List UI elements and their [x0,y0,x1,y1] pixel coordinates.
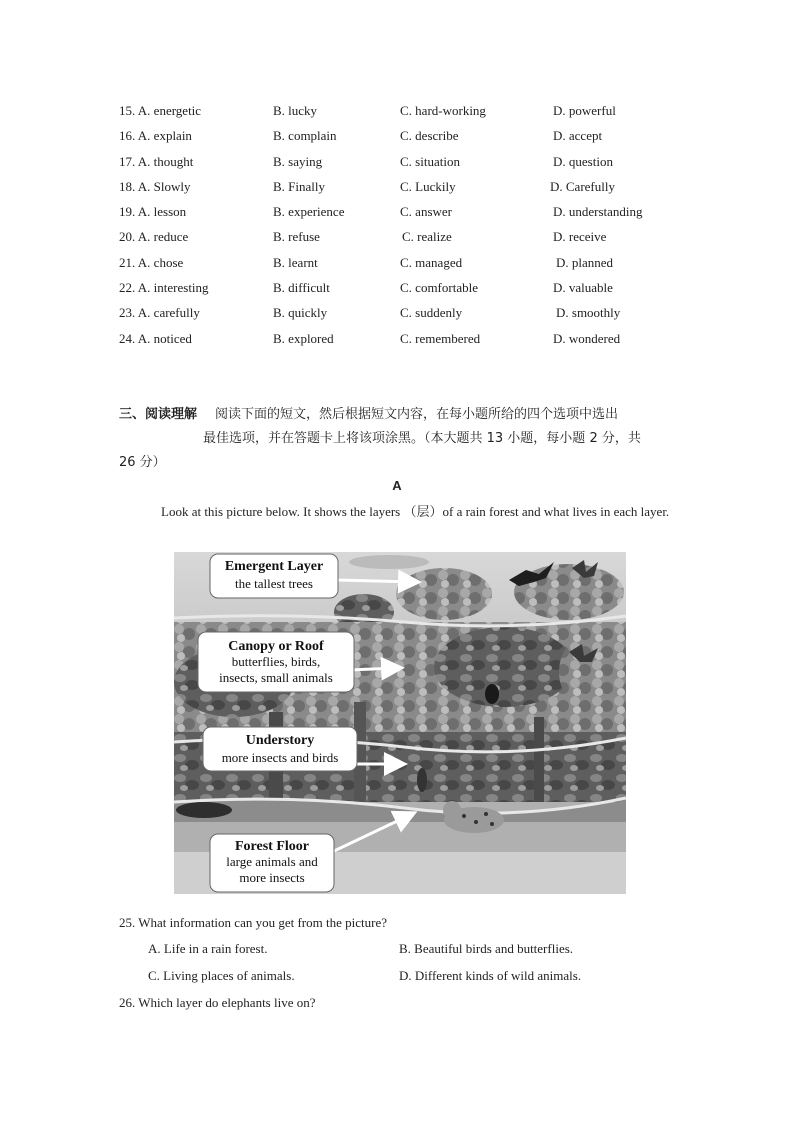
cloud [349,555,429,569]
question-25-option-c: C. Living places of animals. [148,968,295,983]
option-c: C. answer [400,204,452,220]
option-b: B. learnt [273,254,318,270]
label-line: the tallest trees [235,576,313,591]
option-b: B. lucky [273,103,318,118]
option-c: C. suddenly [400,305,463,321]
option-d: D. receive [553,229,607,245]
label-title: Understory [245,733,315,748]
option-d: D. Carefully [550,178,615,194]
option-d: D. planned [556,254,614,270]
option-b: B. difficult [273,280,330,296]
option-d: D. accept [553,128,603,144]
option-c: C. realize [402,229,452,245]
passage-letter: A [392,478,402,493]
option-row [119,227,679,252]
option-b: B. complain [273,128,337,144]
question-25-stem: 25. What information can you get from the picture? [119,915,387,930]
option-b: B. quickly [273,305,328,321]
option-a: 21. A. chose [119,254,184,270]
option-row [119,303,679,328]
option-d: D. smoothly [556,305,621,321]
option-b: B. explored [273,330,334,346]
option-a: 23. A. carefully [119,305,200,321]
option-b: B. experience [273,204,345,220]
label-line: butterflies, birds, [231,654,321,669]
section-instruction-line2: 最佳选项，并在答题卡上将该项涂黑。（本大题共 13 小题，每小题 2 分，共 [203,431,641,446]
option-row [119,278,679,303]
label-title: Emergent Layer [224,559,324,574]
option-d: D. powerful [553,103,616,118]
question-26-stem: 26. Which layer do elephants live on? [119,995,316,1010]
option-b: B. Finally [273,178,326,194]
option-c: C. managed [400,254,463,270]
option-a: 19. A. lesson [119,204,187,220]
label-line: insects, small animals [219,670,333,685]
question-25-option-d: D. Different kinds of wild animals. [399,968,582,983]
option-a: 22. A. interesting [119,280,209,296]
option-d: D. question [553,153,613,169]
option-a: 18. A. Slowly [119,178,191,194]
option-b: B. refuse [273,229,320,245]
option-row [119,202,679,227]
option-d: D. understanding [553,204,643,220]
option-row [119,126,679,151]
rain-forest-diagram [174,552,626,894]
label-emergent-layer [210,554,338,598]
label-forest-floor [210,834,334,892]
option-c: C. comfortable [400,280,478,296]
question-25-option-b: B. Beautiful birds and butterflies. [399,941,574,956]
question-25-option-a: A. Life in a rain forest. [148,941,268,956]
passage-intro: Look at this picture below. It shows the layers （层）of a rain forest and what lives in each layer. [161,504,670,519]
option-row [119,152,679,177]
label-line: large animals and [226,854,318,869]
option-d: D. valuable [553,280,613,296]
option-a: 17. A. thought [119,153,194,169]
toucan-icon [485,684,499,704]
option-row [119,177,679,202]
label-line: more insects and birds [221,750,339,765]
option-row [119,101,679,126]
section-heading [119,403,679,475]
option-a: 15. A. energetic [119,103,202,118]
label-title: Forest Floor [235,839,309,854]
label-arrow [349,668,399,670]
section-instruction: 阅读下面的短文，然后根据短文内容，在每小题所给的四个选项中选出 [215,407,619,422]
option-a: 20. A. reduce [119,229,189,245]
option-row [119,329,679,354]
option-d: D. wondered [553,330,621,346]
cloze-options [119,101,679,354]
label-understory [203,727,357,771]
label-arrow [336,580,416,582]
section-instruction-line3: 26 分） [119,455,166,470]
bird-icon [417,768,427,792]
label-canopy [198,632,354,692]
option-a: 24. A. noticed [119,330,192,346]
option-c: C. situation [400,153,460,169]
section-heading-line1 [119,403,679,427]
option-row [119,253,679,278]
option-c: C. describe [400,128,459,144]
anteater-icon [176,802,232,818]
option-a: 16. A. explain [119,128,192,144]
option-c: C. Luckily [400,178,456,194]
option-b: B. saying [273,153,323,169]
option-c: C. hard-working [400,103,486,118]
option-c: C. remembered [400,330,481,346]
label-title: Canopy or Roof [228,639,324,654]
label-line: more insects [239,870,305,885]
section-number: 三、阅读理解 [119,407,198,422]
